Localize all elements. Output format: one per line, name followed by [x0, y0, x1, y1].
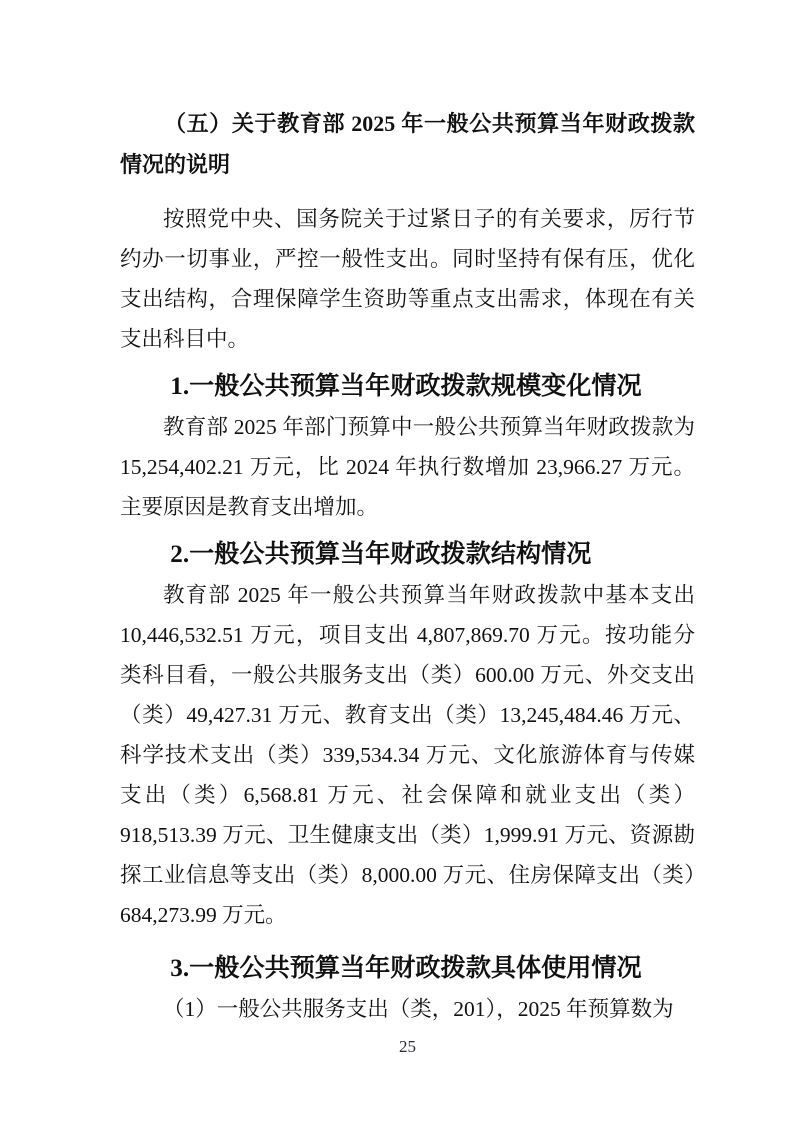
document-title: （五）关于教育部 2025 年一般公共预算当年财政拨款情况的说明: [120, 111, 695, 177]
intro-paragraph: 按照党中央、国务院关于过紧日子的有关要求，厉行节约办一切事业，严控一般性支出。同时坚持有保有压，优化支出结构，合理保障学生资助等重点支出需求，体现在有关支出科目中。: [120, 207, 695, 351]
document-content: [120, 103, 695, 1029]
subsection-1-heading: 1.一般公共预算当年财政拨款规模变化情况: [170, 373, 642, 400]
subsection-2-paragraph: 教育部 2025 年一般公共预算当年财政拨款中基本支出 10,446,532.51 万元，项目支出 4,807,869.70 万元。按功能分类科目看，一般公共服务支出（类）600.00 万元、外交支出（类）49,427.31 万元、教育支出（类）13,245,484.46 万元、科学技术支出（类）339,534.34 万元、文化旅游体育与传媒支出（类）6,568.81 万元、社会保障和就业支出（类）918,513.39 万元、卫生健康支出（类）1,999.91 万元、资源勘探工业信息等支出（类）8,000.00 万元、住房保障支出（类）684,273.99 万元。: [120, 583, 695, 927]
subsection-1-paragraph: 教育部 2025 年部门预算中一般公共预算当年财政拨款为 15,254,402.21 万元，比 2024 年执行数增加 23,966.27 万元。主要原因是教育支出增加。: [120, 415, 695, 519]
subsection-2-heading: 2.一般公共预算当年财政拨款结构情况: [170, 541, 592, 568]
subsection-3-heading: 3.一般公共预算当年财政拨款具体使用情况: [170, 955, 642, 982]
page-number: 25: [399, 1037, 416, 1056]
subsection-3-paragraph: （1）一般公共服务支出（类，201），2025 年预算数为: [163, 997, 674, 1021]
